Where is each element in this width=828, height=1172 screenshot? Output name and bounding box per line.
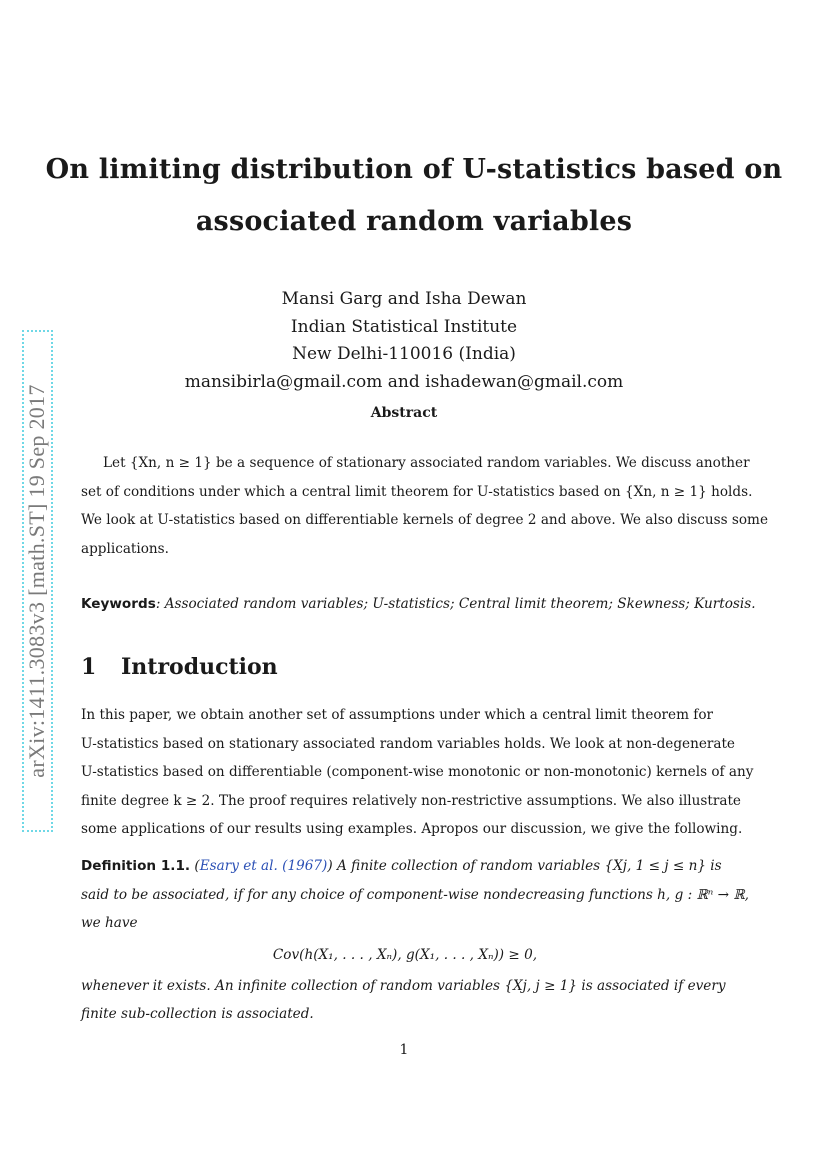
definition-line: whenever it exists. An infinite collection of random variables {Xj, j ≥ 1} is associated if every — [81, 977, 726, 994]
author-names: Mansi Garg and Isha Dewan — [281, 289, 527, 309]
definition-line: said to be associated, if for any choice of component-wise nondecreasing functions h, g : ℝⁿ → ℝ, — [81, 886, 749, 903]
author-block — [140, 286, 668, 396]
abstract-body — [81, 449, 768, 563]
paper-title — [40, 144, 788, 248]
definition-line: we have — [81, 915, 138, 931]
introduction-body — [81, 701, 754, 844]
abstract-line: set of conditions under which a central limit theorem for U-statistics based on {Xn, n ≥ 1} holds. — [81, 483, 753, 500]
cite-open: ( — [194, 858, 200, 874]
association-equation: Cov(h(X₁, . . . , Xₙ), g(X₁, . . . , Xₙ)) ≥ 0, — [272, 946, 538, 963]
keywords-text: : Associated random variables; U-statistics; Central limit theorem; Skewness; Kurtosis. — [155, 596, 756, 612]
author-emails: mansibirla@gmail.com and ishadewan@gmail.com — [184, 371, 624, 392]
abstract-line: applications. — [81, 540, 169, 557]
definition-line — [81, 852, 729, 881]
intro-line: In this paper, we obtain another set of assumptions under which a central limit theorem for — [81, 707, 714, 723]
author-institute: Indian Statistical Institute — [290, 316, 518, 337]
citation-year-link[interactable]: (1967) — [282, 858, 328, 874]
title-line-1: On limiting distribution of U-statistics based on — [45, 154, 783, 185]
definition-label: Definition 1.1. — [81, 858, 191, 874]
citation-authors-link[interactable]: Esary et al. — [199, 858, 278, 874]
author-location: New Delhi-110016 (India) — [292, 344, 516, 364]
intro-line: U-statistics based on stationary associated random variables holds. We look at non-degenerate — [81, 735, 735, 752]
keywords — [81, 590, 756, 619]
arxiv-stamp: arXiv:1411.3083v3 [math.ST] 19 Sep 2017 — [24, 384, 49, 778]
section-heading — [81, 654, 278, 680]
keywords-label: Keywords — [81, 596, 156, 612]
abstract-line: Let {Xn, n ≥ 1} be a sequence of stationary associated random variables. We discuss another — [103, 455, 750, 471]
title-line-2: associated random variables — [195, 206, 633, 237]
abstract-line: We look at U-statistics based on differentiable kernels of degree 2 and above. We also discuss some — [81, 512, 768, 528]
intro-line: some applications of our results using examples. Apropos our discussion, we give the following. — [81, 821, 743, 837]
section-number: 1 — [81, 654, 97, 680]
page-number: 1 — [399, 1042, 409, 1058]
definition-line: finite sub-collection is associated. — [81, 1006, 314, 1022]
intro-line: finite degree k ≥ 2. The proof requires relatively non-restrictive assumptions. We also illustrate — [81, 792, 741, 809]
intro-line: U-statistics based on differentiable (component-wise monotonic or non-monotonic) kernels of any — [81, 764, 754, 780]
definition-block — [81, 852, 749, 1029]
section-title: Introduction — [121, 654, 278, 680]
cite-close: ) — [327, 858, 333, 874]
definition-text: A finite collection of random variables {Xj, 1 ≤ j ≤ n} is — [332, 858, 722, 874]
abstract-heading: Abstract — [370, 405, 438, 421]
